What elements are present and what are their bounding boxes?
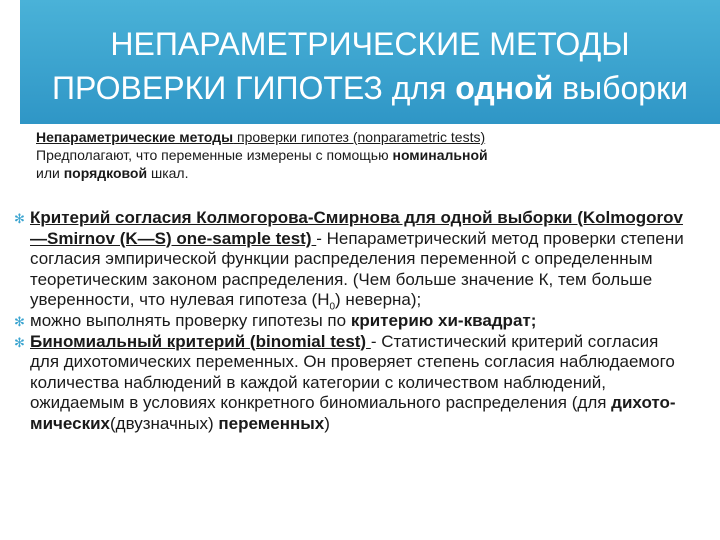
bullet-1-text-b: ) неверна); (335, 290, 422, 310)
bullet-item-chi-square (12, 311, 692, 332)
subtitle-line-3-part-c: шкал. (147, 165, 189, 181)
slide-title (20, 22, 720, 110)
slide-subtitle (36, 128, 616, 182)
bullet-1-heading: Критерий согласия Колмогорова-Смирнова для одной выборки (Kolmogorov—Smirnov (K—S) one-sample test) (30, 208, 683, 248)
subtitle-line-2-part-a: Предполагают, что переменные измерены с помощью (36, 147, 393, 163)
bullet-3-text-c: ) (324, 413, 330, 433)
subtitle-bold-term: Непараметрические методы (36, 129, 234, 145)
asterisk-icon: ✻ (14, 334, 25, 350)
bullet-3-dash: - (370, 331, 382, 351)
subtitle-line-2-bold: номинальной (392, 147, 488, 163)
bullet-item-ks-test (12, 208, 692, 311)
title-line-2-part-c: выборки (553, 70, 688, 106)
asterisk-icon: ✻ (14, 313, 25, 329)
title-line-1: НЕПАРАМЕТРИЧЕСКИЕ МЕТОДЫ (110, 26, 630, 62)
asterisk-icon: ✻ (14, 211, 25, 226)
bullet-item-binomial-test (12, 332, 692, 435)
bullet-3-bold-b: переменных (218, 413, 325, 433)
bullet-3-bold-a: дихото-мических (30, 393, 676, 433)
bullet-1-dash: - (316, 228, 327, 248)
subtitle-line-1 (36, 129, 485, 145)
title-line-2-emphasis: одной (455, 70, 554, 106)
subtitle-line-3-part-a: или (36, 165, 64, 181)
subtitle-line-1-rest: проверки гипотез (nonparametric tests) (233, 129, 486, 145)
bullet-1-text-a: Непараметрический метод проверки степени согласия эмпирической функции распределения переменной с определенным теоретическим законом распределения. (Чем больше значение К, тем больше уверенности, что нулевая гипотеза (Н (30, 228, 684, 310)
bullet-3-text-a: Статистический критерий согласия для дихотомических переменных. Он проверяет степень согласия наблюдаемого количества наблюдений в каждой категории с количеством наблюдений, ожидаемым в условиях конкретного биномиального распределения (для (30, 331, 675, 413)
subtitle-line-3-bold: порядковой (63, 165, 148, 181)
bullet-list (12, 208, 692, 435)
bullet-2-bold: критерию хи-квадрат; (350, 310, 537, 330)
bullet-3-heading: Биномиальный критерий (binomial test) (30, 331, 371, 351)
title-line-2-part-a: ПРОВЕРКИ ГИПОТЕЗ для (52, 70, 456, 106)
bullet-3-text-b: (двузначных) (110, 413, 219, 433)
bullet-2-text: можно выполнять проверку гипотезы по (30, 310, 351, 330)
bullet-1-subscript: 0 (329, 301, 336, 313)
